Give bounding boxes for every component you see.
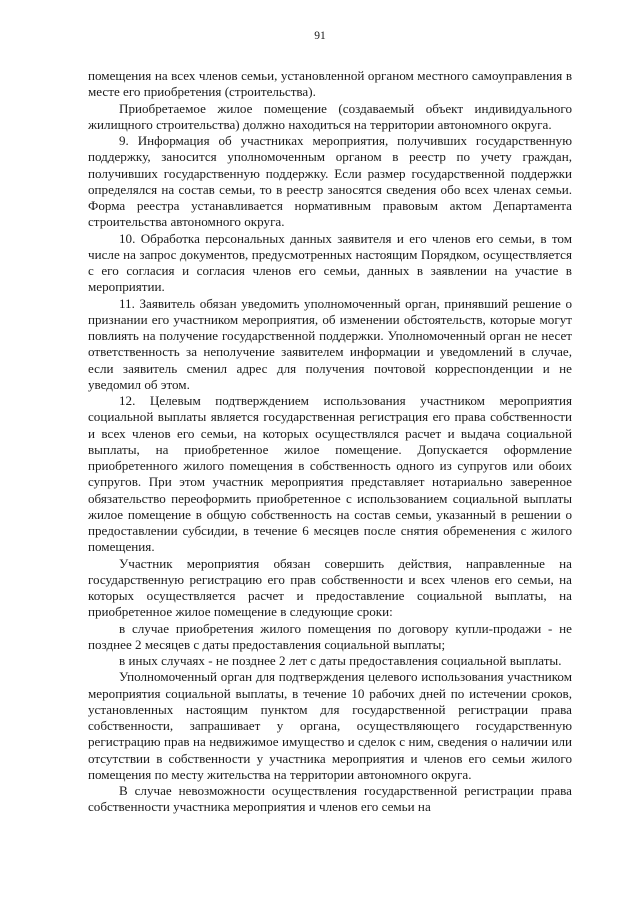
page-number: 91 xyxy=(314,30,326,42)
paragraph-deadline-other: в иных случаях - не позднее 2 лет с даты предоставления социальной выплаты. xyxy=(119,653,562,668)
paragraph-item-11: 11. Заявитель обязан уведомить уполномоченный орган, принявший решение о признании его участником мероприятия, об изменении обстоятельств, которые могут повлиять на получение государственной поддержки. Уполномоченный орган не несет ответственность за неполучение заявителем информации и уведомлений в случае, если заявитель сменил адрес для получения почтовой корреспонденции и не уведомил об этом. xyxy=(88,295,572,392)
paragraph-verification: Уполномоченный орган для подтверждения целевого использования участником мероприятия социальной выплаты, в течение 10 рабочих дней по истечении сроков, установленных настоящим пунктом для государственной регистрации права собственности, запрашивает у органа, осуществляющего государственную регистрацию прав на недвижимое имущество и сделок с ним, сведения о наличии или отсутствии в собственности у участника мероприятия и членов его семьи жилого помещения по месту жительства на территории автономного округа. xyxy=(88,669,572,782)
paragraph-item-10: 10. Обработка персональных данных заявителя и его членов его семьи, в том числе на запрос документов, предусмотренных настоящим Порядком, осуществляется с его согласия и согласия членов его семьи, данных в заявлении на участие в мероприятии. xyxy=(88,230,572,295)
paragraph-premises-location: Приобретаемое жилое помещение (создаваемый объект индивидуального жилищного строительства) должно находиться на территории автономного округа. xyxy=(88,100,572,132)
paragraph-item-12: 12. Целевым подтверждением использования участником мероприятия социальной выплаты является государственная регистрация его права собственности и всех членов его семьи, на которых осуществлялся расчет и выдача социальной выплаты, на приобретенное жилое помещение. Допускается оформление приобретенного жилого помещения в собственность одного из супругов или обоих супругов. При этом участник мероприятия представляет нотариально заверенное обязательство переоформить приобретенное с использованием социальной выплаты жилое помещение в общую собственность на состав семьи, указанный в решении о предоставлении субсидии, в течение 6 месяцев после снятия обременения с жилого помещения. xyxy=(88,393,572,555)
document-body xyxy=(88,68,572,816)
paragraph-impossibility: В случае невозможности осуществления государственной регистрации права собственности участника мероприятия и членов его семьи на xyxy=(88,783,572,815)
paragraph-registration-obligation: Участник мероприятия обязан совершить действия, направленные на государственную регистрацию его прав собственности и всех членов его семьи, на которых осуществляется расчет и предоставление социальной выплаты, на приобретенное жилое помещение в следующие сроки: xyxy=(88,555,572,620)
paragraph-continuation: помещения на всех членов семьи, установленной органом местного самоуправления в месте его приобретения (строительства). xyxy=(88,68,572,100)
paragraph-deadline-purchase: в случае приобретения жилого помещения по договору купли-продажи - не позднее 2 месяцев с даты предоставления социальной выплаты; xyxy=(88,620,572,652)
paragraph-item-9: 9. Информация об участниках мероприятия, получивших государственную поддержку, заносится уполномоченным органом в реестр по учету граждан, получивших государственную поддержку. Если размер государственной поддержки определялся на состав семьи, то в реестр заносятся сведения обо всех членах семьи. Форма реестра устанавливается нормативным правовым актом Департамента строительства автономного округа. xyxy=(88,133,572,230)
